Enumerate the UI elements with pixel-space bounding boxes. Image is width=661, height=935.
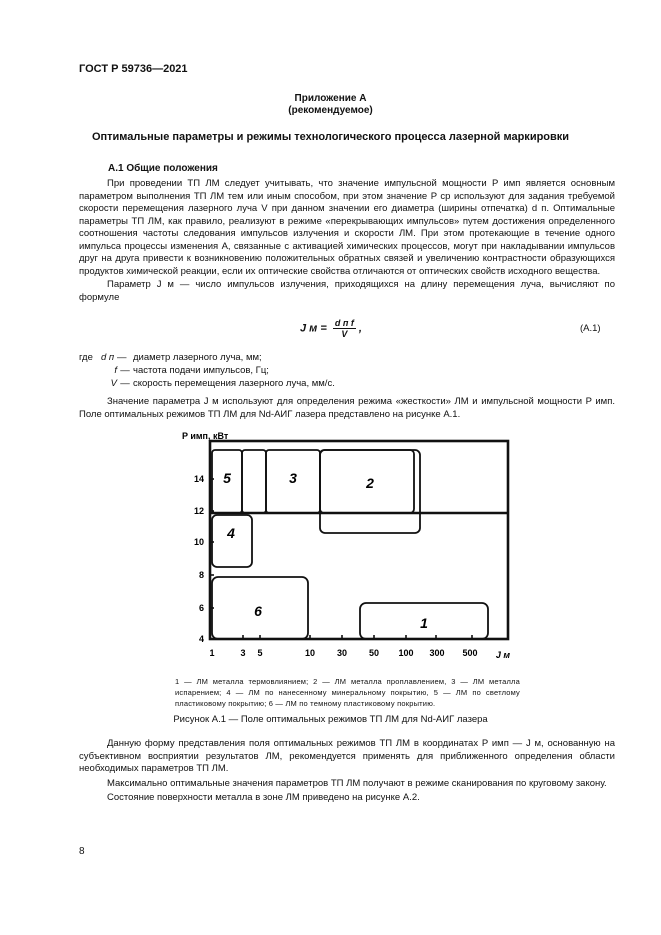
y-tick-label: 12 xyxy=(193,506,204,516)
region-label: 3 xyxy=(289,470,297,486)
y-tick-label: 8 xyxy=(198,570,204,580)
where-desc: скорость перемещения лазерного луча, мм/с. xyxy=(133,378,335,389)
y-ticks xyxy=(194,474,204,644)
where-intro: где xyxy=(79,352,93,363)
where-desc: диаметр лазерного луча, мм; xyxy=(133,352,262,363)
y-tick-label: 14 xyxy=(193,474,204,484)
paragraph-5: Максимально оптимальные значения параметров ТП ЛМ получают в режиме сканирования по круговому закону. xyxy=(107,777,607,789)
formula-tail: , xyxy=(358,322,362,335)
equation-number: (А.1) xyxy=(580,323,601,334)
where-row-1 xyxy=(79,351,335,364)
x-tick-label: 300 xyxy=(429,648,445,658)
paragraph-2: Параметр J м — число импульсов излучения, приходящихся на длину перемещения луча, вычисляют по формуле xyxy=(79,279,615,303)
y-tick-label: 10 xyxy=(193,537,204,547)
appendix-title: Приложение А xyxy=(294,93,367,104)
document-code: ГОСТ Р 59736—2021 xyxy=(79,63,188,75)
region-label: 2 xyxy=(366,475,374,491)
paragraph-6: Состояние поверхности металла в зоне ЛМ приведено на рисунке А.2. xyxy=(107,792,420,803)
figure-a1 xyxy=(170,425,530,675)
where-symbol: V xyxy=(110,378,117,389)
section-title: А.1 Общие положения xyxy=(108,163,218,174)
region-label: 6 xyxy=(254,603,262,619)
figure-legend: 1 — ЛМ металла термовлиянием; 2 — ЛМ металла проплавлением, 3 — ЛМ металла испарением; 4 — ЛМ по нанесенному минеральному покрытию, 5 — ЛМ по светлому пластиковому покрытию; 6 — ЛМ по темному пластиковому покрытию. xyxy=(175,677,520,708)
where-row-2 xyxy=(79,364,335,377)
formula xyxy=(300,318,362,339)
appendix-subtitle: (рекомендуемое) xyxy=(288,105,373,116)
x-tick-label: 5 xyxy=(257,648,263,658)
paragraph-1: При проведении ТП ЛМ следует учитывать, что значение импульсной мощности P имп является основным параметром выполнения ТП ЛМ тем или иным способом, при этом значение P ср используют для задания требуемой скорости перемещения лазерного луча V при данном значении его диаметра (ширины отпечатка) d п. Оптимальные параметры ТП ЛМ, как правило, реализуют в режиме «перекрывающих импульсов» путем достижения определенного соотношения частоты следования импульсов излучения и скорости ЛМ. При этом протекающие в течение одного импульса процессы изменения A, связанные с активацией химических процессов, могут при накладывании импульсов друг на друга привести к возникновению положительных обратных связей и увеличению контрастности образующихся продуктов химической реакции, если их оптические свойства отличаются от оптических свойств исходного вещества. xyxy=(79,178,615,277)
y-axis-label: P имп, кВт xyxy=(182,431,229,441)
y-tick-label: 4 xyxy=(198,634,204,644)
x-axis-label: J м xyxy=(495,650,511,660)
where-desc: частота подачи импульсов, Гц; xyxy=(133,365,269,376)
region-label: 4 xyxy=(227,525,235,541)
where-row-3 xyxy=(79,377,335,390)
formula-lhs: J м = xyxy=(300,322,327,335)
formula-denominator: V xyxy=(341,329,348,339)
main-title: Оптимальные параметры и режимы технологического процесса лазерной маркировки xyxy=(91,131,570,143)
x-tick-label: 1 xyxy=(209,648,215,658)
figure-caption: Рисунок А.1 — Поле оптимальных режимов ТП ЛМ для Nd-АИГ лазера xyxy=(173,714,488,725)
x-tick-label: 10 xyxy=(304,648,316,658)
formula-fraction xyxy=(333,318,356,339)
x-tick-label: 500 xyxy=(462,648,478,658)
where-dash: — xyxy=(120,365,130,376)
paragraph-3-block xyxy=(79,396,615,421)
paragraph-4: Данную форму представления поля оптимальных режимов ТП ЛМ в координатах P имп — J м, основанную на субъективном восприятии результатов ЛМ, рекомендуется применять для приближенного определения области необходимых параметров ТП ЛМ. xyxy=(79,738,615,774)
region-label: 1 xyxy=(420,615,428,631)
formula-numerator: d п f xyxy=(334,318,354,328)
where-dash: — xyxy=(117,352,127,363)
where-symbol: f xyxy=(114,365,117,376)
x-tick-label: 100 xyxy=(398,648,414,658)
y-tick-label: 6 xyxy=(198,603,204,613)
x-tick-label: 50 xyxy=(368,648,380,658)
where-symbol: d п xyxy=(101,352,115,363)
where-block xyxy=(79,351,335,390)
x-ticks xyxy=(209,648,510,660)
paragraph-3: Значение параметра J м используют для определения режима «жесткости» ЛМ и импульсной мощности P имп. Поле оптимальных режимов ТП ЛМ для Nd-АИГ лазера представлено на рисунке А.1. xyxy=(79,396,615,420)
x-tick-label: 3 xyxy=(240,648,246,658)
where-dash: — xyxy=(120,378,130,389)
paragraphs-after-figure xyxy=(79,738,615,805)
x-tick-label: 30 xyxy=(336,648,348,658)
region-label: 5 xyxy=(223,470,231,486)
paragraph-1-block xyxy=(79,178,615,304)
page-number: 8 xyxy=(79,846,85,857)
